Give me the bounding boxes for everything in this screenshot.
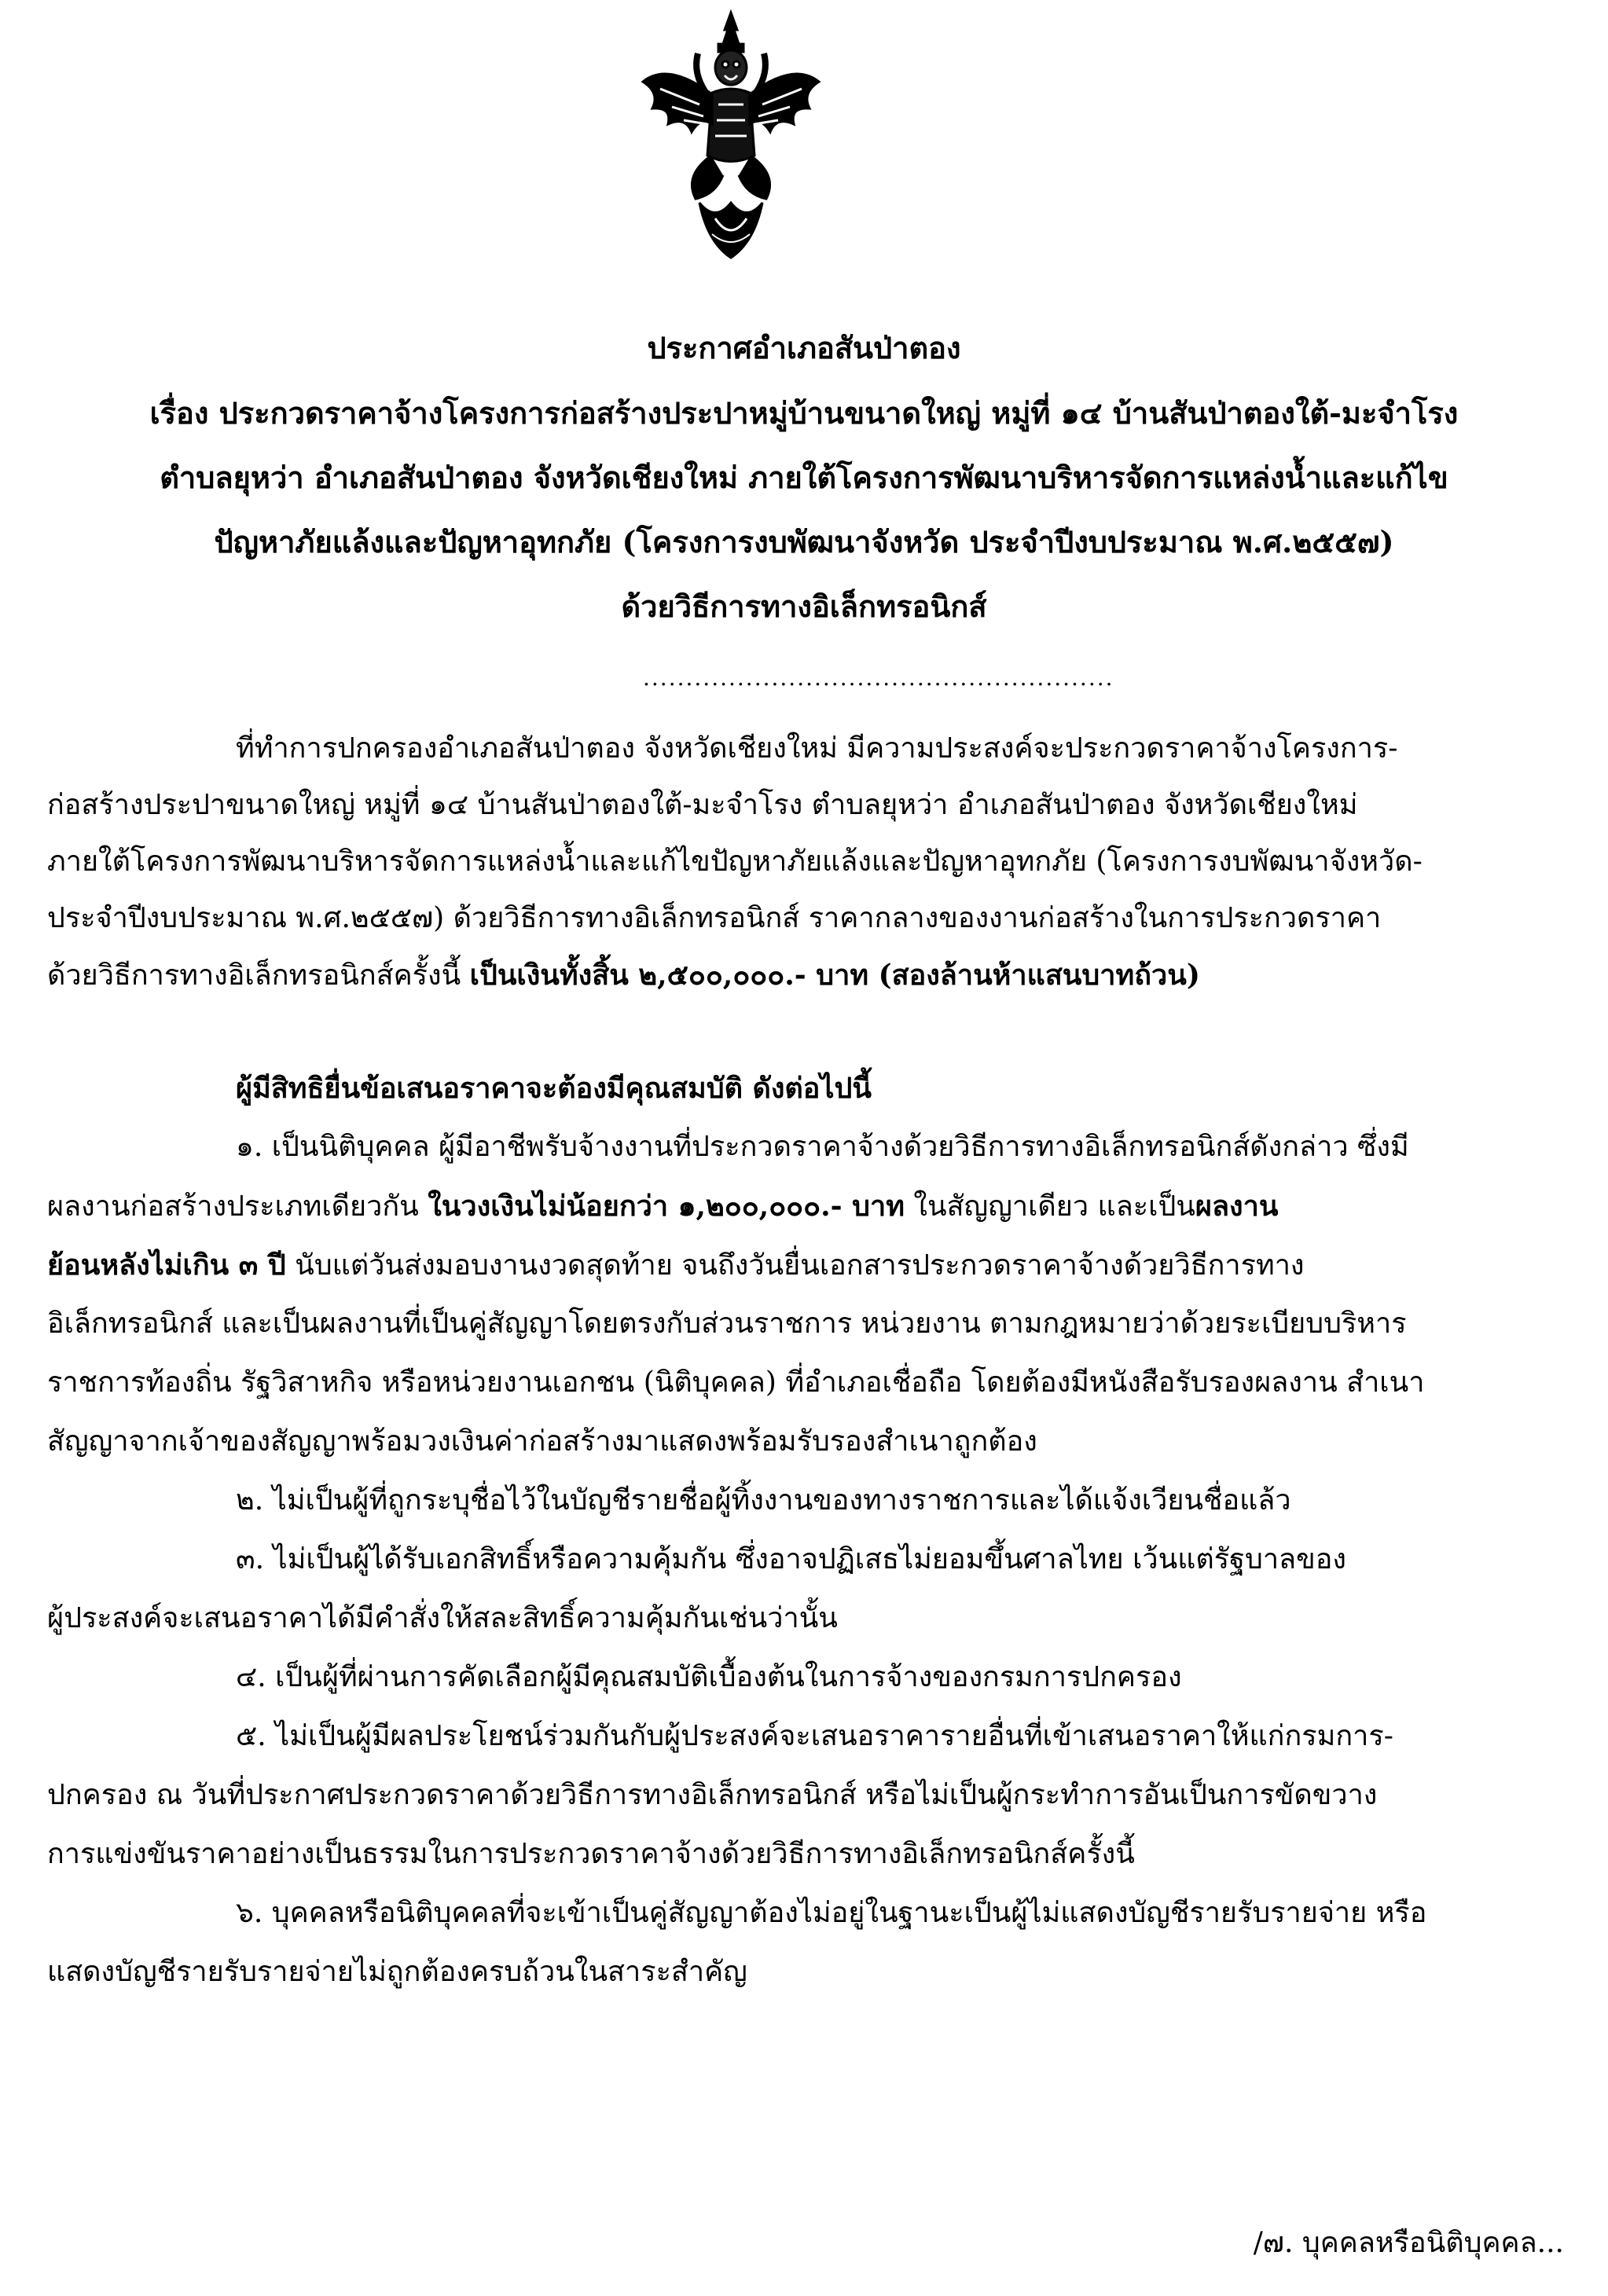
intro-line-5 — [47, 948, 1564, 1003]
subject-line-4: ด้วยวิธีการทางอิเล็กทรอนิกส์ — [621, 589, 987, 624]
item1-line-2 — [47, 1179, 1564, 1234]
intro-line-2: ก่อสร้างประปาขนาดใหญ่ หมู่ที่ ๑๔ บ้านสันป่าตองใต้-มะจำโรง ตำบลยุหว่า อำเภอสันป่าตอง จังหวัดเชียงใหม่ — [47, 789, 1358, 821]
budget-amount: เป็นเงินทั้งสิ้น ๒,๕๐๐,๐๐๐.- บาท (สองล้านห้าแสนบาทถ้วน) — [469, 959, 1200, 992]
item1-line-3b: นับแต่วันส่งมอบงานงวดสุดท้าย จนถึงวันยื่นเอกสารประกวดราคาจ้างด้วยวิธีการทาง — [285, 1249, 1305, 1282]
item1-line-3 — [47, 1238, 1564, 1293]
item6-line-1: ๖. บุคคลหรือนิติบุคคลที่จะเข้าเป็นคู่สัญญาต้องไม่อยู่ในฐานะเป็นผู้ไม่แสดงบัญชีรายรับรายจ่าย หรือ — [236, 1897, 1427, 1929]
item3-line-2: ผู้ประสงค์จะเสนอราคาได้มีคำสั่งให้สละสิทธิ์ความคุ้มกันเช่นว่านั้น — [47, 1602, 838, 1634]
qualifications-heading: ผู้มีสิทธิยื่นข้อเสนอราคาจะต้องมีคุณสมบัติ ดังต่อไปนี้ — [236, 1072, 872, 1105]
separator-dots: ....................................................... — [643, 665, 1114, 691]
item1-line-5: ราชการท้องถิ่น รัฐวิสาหกิจ หรือหน่วยงานเอกชน (นิติบุคคล) ที่อำเภอเชื่อถือ โดยต้องมีหนังสือรับรองผลงาน สำเนา — [47, 1366, 1425, 1399]
item1-min-value: ในวงเงินไม่น้อยกว่า ๑,๒๐๐,๐๐๐.- บาท — [428, 1190, 905, 1223]
garuda-emblem-icon — [637, 6, 825, 266]
item2-line: ๒. ไม่เป็นผู้ที่ถูกระบุชื่อไว้ในบัญชีรายชื่อผู้ทิ้งงานของทางราชการและได้แจ้งเวียนชื่อแล้ว — [236, 1484, 1291, 1517]
item6-line-2: แสดงบัญชีรายรับรายจ่ายไม่ถูกต้องครบถ้วนในสาระสำคัญ — [47, 1956, 747, 1988]
item1-line-3a: ย้อนหลังไม่เกิน ๓ ปี — [47, 1249, 286, 1282]
item1-line-4: อิเล็กทรอนิกส์ และเป็นผลงานที่เป็นคู่สัญญาโดยตรงกับส่วนราชการ หน่วยงาน ตามกฎหมายว่าด้วยระเบียบบริหาร — [47, 1308, 1407, 1340]
item1-line-2c: ในสัญญาเดียว และเป็น — [904, 1190, 1195, 1223]
item4-line: ๔. เป็นผู้ที่ผ่านการคัดเลือกผู้มีคุณสมบัติเบื้องต้นในการจ้างของกรมการปกครอง — [236, 1661, 1182, 1693]
item1-line-1: ๑. เป็นนิติบุคคล ผู้มีอาชีพรับจ้างงานที่ประกวดราคาจ้างด้วยวิธีการทางอิเล็กทรอนิกส์ดังกล่าว ซึ่งมี — [236, 1131, 1409, 1163]
announcement-title: ประกาศอำเภอสันป่าตอง — [647, 330, 961, 365]
item1-line-2d: ผลงาน — [1195, 1190, 1279, 1223]
page-continuation: /๗. บุคคลหรือนิติบุคคล... — [1253, 2227, 1564, 2259]
item5-line-2: ปกครอง ณ วันที่ประกาศประกวดราคาด้วยวิธีการทางอิเล็กทรอนิกส์ หรือไม่เป็นผู้กระทำการอันเป็นการขัดขวาง — [47, 1779, 1378, 1811]
intro-line-4: ประจำปีงบประมาณ พ.ศ.๒๕๕๗) ด้วยวิธีการทางอิเล็กทรอนิกส์ ราคากลางของงานก่อสร้างในการประกวดราคา — [47, 902, 1382, 934]
subject-line-3: ปัญหาภัยแล้งและปัญหาอุทกภัย (โครงการงบพัฒนาจังหวัด ประจำปีงบประมาณ พ.ศ.๒๕๕๗) — [214, 524, 1394, 559]
subject-line-2: ตำบลยุหว่า อำเภอสันป่าตอง จังหวัดเชียงใหม่ ภายใต้โครงการพัฒนาบริหารจัดการแหล่งน้ำและแก้ไข — [160, 460, 1448, 495]
item5-line-1: ๕. ไม่เป็นผู้มีผลประโยชน์ร่วมกันกับผู้ประสงค์จะเสนอราคารายอื่นที่เข้าเสนอราคาให้แก่กรมการ- — [236, 1720, 1393, 1752]
intro-line-3: ภายใต้โครงการพัฒนาบริหารจัดการแหล่งน้ำและแก้ไขปัญหาภัยแล้งและปัญหาอุทกภัย (โครงการงบพัฒนาจังหวัด- — [47, 845, 1423, 878]
intro-line-1: ที่ทำการปกครองอำเภอสันป่าตอง จังหวัดเชียงใหม่ มีความประสงค์จะประกวดราคาจ้างโครงการ- — [236, 732, 1398, 765]
intro-line-5-text: ด้วยวิธีการทางอิเล็กทรอนิกส์ครั้งนี้ — [47, 959, 470, 992]
item1-line-6: สัญญาจากเจ้าของสัญญาพร้อมวงเงินค่าก่อสร้างมาแสดงพร้อมรับรองสำเนาถูกต้อง — [47, 1425, 1037, 1458]
subject-line-1: เรื่อง ประกวดราคาจ้างโครงการก่อสร้างประปาหมู่บ้านขนาดใหญ่ หมู่ที่ ๑๔ บ้านสันป่าตองใต้-มะจำโรง — [149, 395, 1459, 431]
item3-line-1: ๓. ไม่เป็นผู้ได้รับเอกสิทธิ์หรือความคุ้มกัน ซึ่งอาจปฏิเสธไม่ยอมขึ้นศาลไทย เว้นแต่รัฐบาลของ — [236, 1543, 1346, 1575]
item5-line-3: การแข่งขันราคาอย่างเป็นธรรมในการประกวดราคาจ้างด้วยวิธีการทางอิเล็กทรอนิกส์ครั้งนี้ — [47, 1838, 1135, 1870]
item1-line-2a: ผลงานก่อสร้างประเภทเดียวกัน — [47, 1190, 428, 1223]
